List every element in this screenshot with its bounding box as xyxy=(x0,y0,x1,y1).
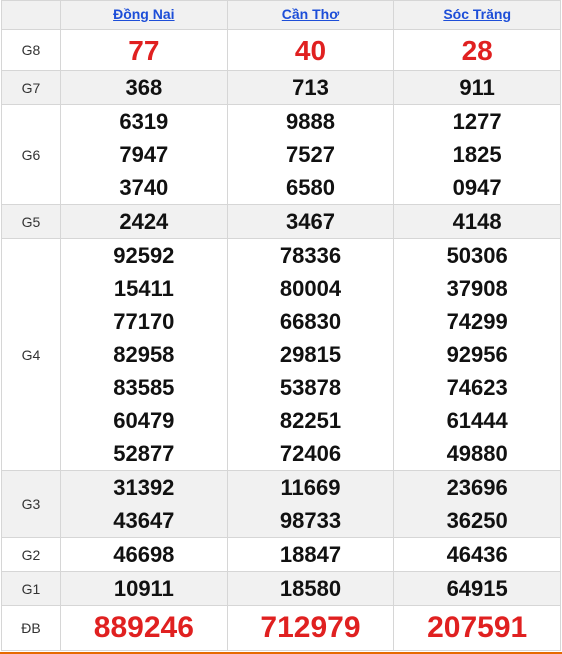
prize-number: 50306 xyxy=(446,243,508,268)
prize-cell xyxy=(61,105,228,205)
prize-cell xyxy=(394,30,561,71)
prize-number: 61444 xyxy=(446,408,508,433)
province-header xyxy=(394,1,561,30)
prize-cell xyxy=(227,239,394,471)
prize-row-g1 xyxy=(2,572,561,606)
prize-number: 29815 xyxy=(279,342,342,367)
prize-cell xyxy=(394,105,561,205)
prize-number: 6319 xyxy=(119,109,169,134)
prize-number: 7947 xyxy=(119,142,169,167)
prize-number: 1825 xyxy=(452,142,502,167)
prize-cell xyxy=(227,105,394,205)
prize-cell xyxy=(61,205,228,239)
province-link-dong-nai[interactable]: Đồng Nai xyxy=(113,6,175,22)
prize-number: 83585 xyxy=(113,375,175,400)
prize-cell xyxy=(227,71,394,105)
header-corner xyxy=(2,1,61,30)
prize-number: 10911 xyxy=(113,576,174,601)
prize-number: 77 xyxy=(128,34,160,66)
prize-number: 7527 xyxy=(286,142,335,167)
prize-cell xyxy=(227,205,394,239)
prize-number: 52877 xyxy=(113,441,175,466)
prize-cell xyxy=(61,606,228,651)
prize-label: G3 xyxy=(2,471,61,538)
prize-number: 3740 xyxy=(119,175,169,200)
prize-cell xyxy=(394,606,561,651)
prize-number: 66830 xyxy=(279,309,342,334)
prize-number: 92956 xyxy=(446,342,508,367)
province-link-can-tho[interactable]: Cần Thơ xyxy=(281,6,340,22)
prize-cell xyxy=(61,71,228,105)
prize-cell xyxy=(394,572,561,606)
province-header xyxy=(61,1,228,30)
prize-number: 36250 xyxy=(446,508,508,533)
prize-cell xyxy=(394,205,561,239)
prize-cell xyxy=(61,471,228,538)
province-link-soc-trang[interactable]: Sóc Trăng xyxy=(443,6,511,22)
prize-row-special xyxy=(2,606,561,651)
prize-number: 40 xyxy=(294,34,327,66)
prize-label: G1 xyxy=(2,572,61,606)
special-prize-number: 712979 xyxy=(260,611,361,644)
prize-number: 15411 xyxy=(113,276,174,301)
prize-number: 92592 xyxy=(113,243,175,268)
prize-number: 80004 xyxy=(279,276,342,301)
prize-label: G8 xyxy=(2,30,61,71)
prize-row-g3 xyxy=(2,471,561,538)
prize-number: 1277 xyxy=(452,109,502,134)
prize-label: G7 xyxy=(2,71,61,105)
prize-number: 18580 xyxy=(279,576,342,601)
prize-number: 78336 xyxy=(279,243,342,268)
prize-label: G4 xyxy=(2,239,61,471)
prize-cell xyxy=(61,239,228,471)
prize-number: 6580 xyxy=(286,175,335,200)
prize-cell xyxy=(227,538,394,572)
prize-label: ĐB xyxy=(2,606,61,651)
lottery-results-table xyxy=(1,0,561,651)
prize-cell xyxy=(227,572,394,606)
prize-number: 31392 xyxy=(113,475,175,500)
prize-number: 46698 xyxy=(113,542,175,567)
prize-cell xyxy=(61,572,228,606)
prize-row-g7 xyxy=(2,71,561,105)
prize-number: 368 xyxy=(125,75,163,100)
prize-number: 9888 xyxy=(286,109,335,134)
special-prize-number: 207591 xyxy=(427,611,528,644)
prize-number: 64915 xyxy=(446,576,508,601)
prize-number: 3467 xyxy=(286,209,335,234)
prize-number: 74299 xyxy=(446,309,508,334)
prize-label: G5 xyxy=(2,205,61,239)
prize-number: 23696 xyxy=(446,475,508,500)
prize-number: 4148 xyxy=(452,209,502,234)
special-prize-number: 889246 xyxy=(93,611,194,644)
prize-cell xyxy=(61,538,228,572)
prize-number: 28 xyxy=(461,34,493,66)
prize-number: 82958 xyxy=(113,342,175,367)
prize-cell xyxy=(394,538,561,572)
prize-number: 72406 xyxy=(279,441,342,466)
prize-row-g6 xyxy=(2,105,561,205)
prize-cell xyxy=(394,239,561,471)
header-row xyxy=(2,1,561,30)
prize-number: 60479 xyxy=(113,408,175,433)
prize-number: 98733 xyxy=(279,508,342,533)
prize-number: 46436 xyxy=(446,542,508,567)
prize-number: 37908 xyxy=(446,276,508,301)
prize-number: 0947 xyxy=(452,175,502,200)
prize-cell xyxy=(227,30,394,71)
prize-cell xyxy=(227,606,394,651)
prize-number: 11669 xyxy=(280,475,341,500)
prize-number: 43647 xyxy=(113,508,175,533)
prize-number: 49880 xyxy=(446,441,508,466)
prize-number: 77170 xyxy=(113,309,175,334)
prize-number: 82251 xyxy=(279,408,342,433)
prize-number: 74623 xyxy=(446,375,508,400)
prize-cell xyxy=(227,471,394,538)
prize-label: G6 xyxy=(2,105,61,205)
prize-number: 2424 xyxy=(119,209,169,234)
prize-cell xyxy=(61,30,228,71)
prize-cell xyxy=(394,71,561,105)
province-header xyxy=(227,1,394,30)
prize-number: 18847 xyxy=(279,542,342,567)
prize-row-g8 xyxy=(2,30,561,71)
prize-number: 53878 xyxy=(279,375,342,400)
prize-row-g5 xyxy=(2,205,561,239)
prize-number: 911 xyxy=(459,75,495,100)
prize-number: 713 xyxy=(292,75,329,100)
prize-row-g2 xyxy=(2,538,561,572)
prize-cell xyxy=(394,471,561,538)
prize-label: G2 xyxy=(2,538,61,572)
prize-row-g4 xyxy=(2,239,561,471)
